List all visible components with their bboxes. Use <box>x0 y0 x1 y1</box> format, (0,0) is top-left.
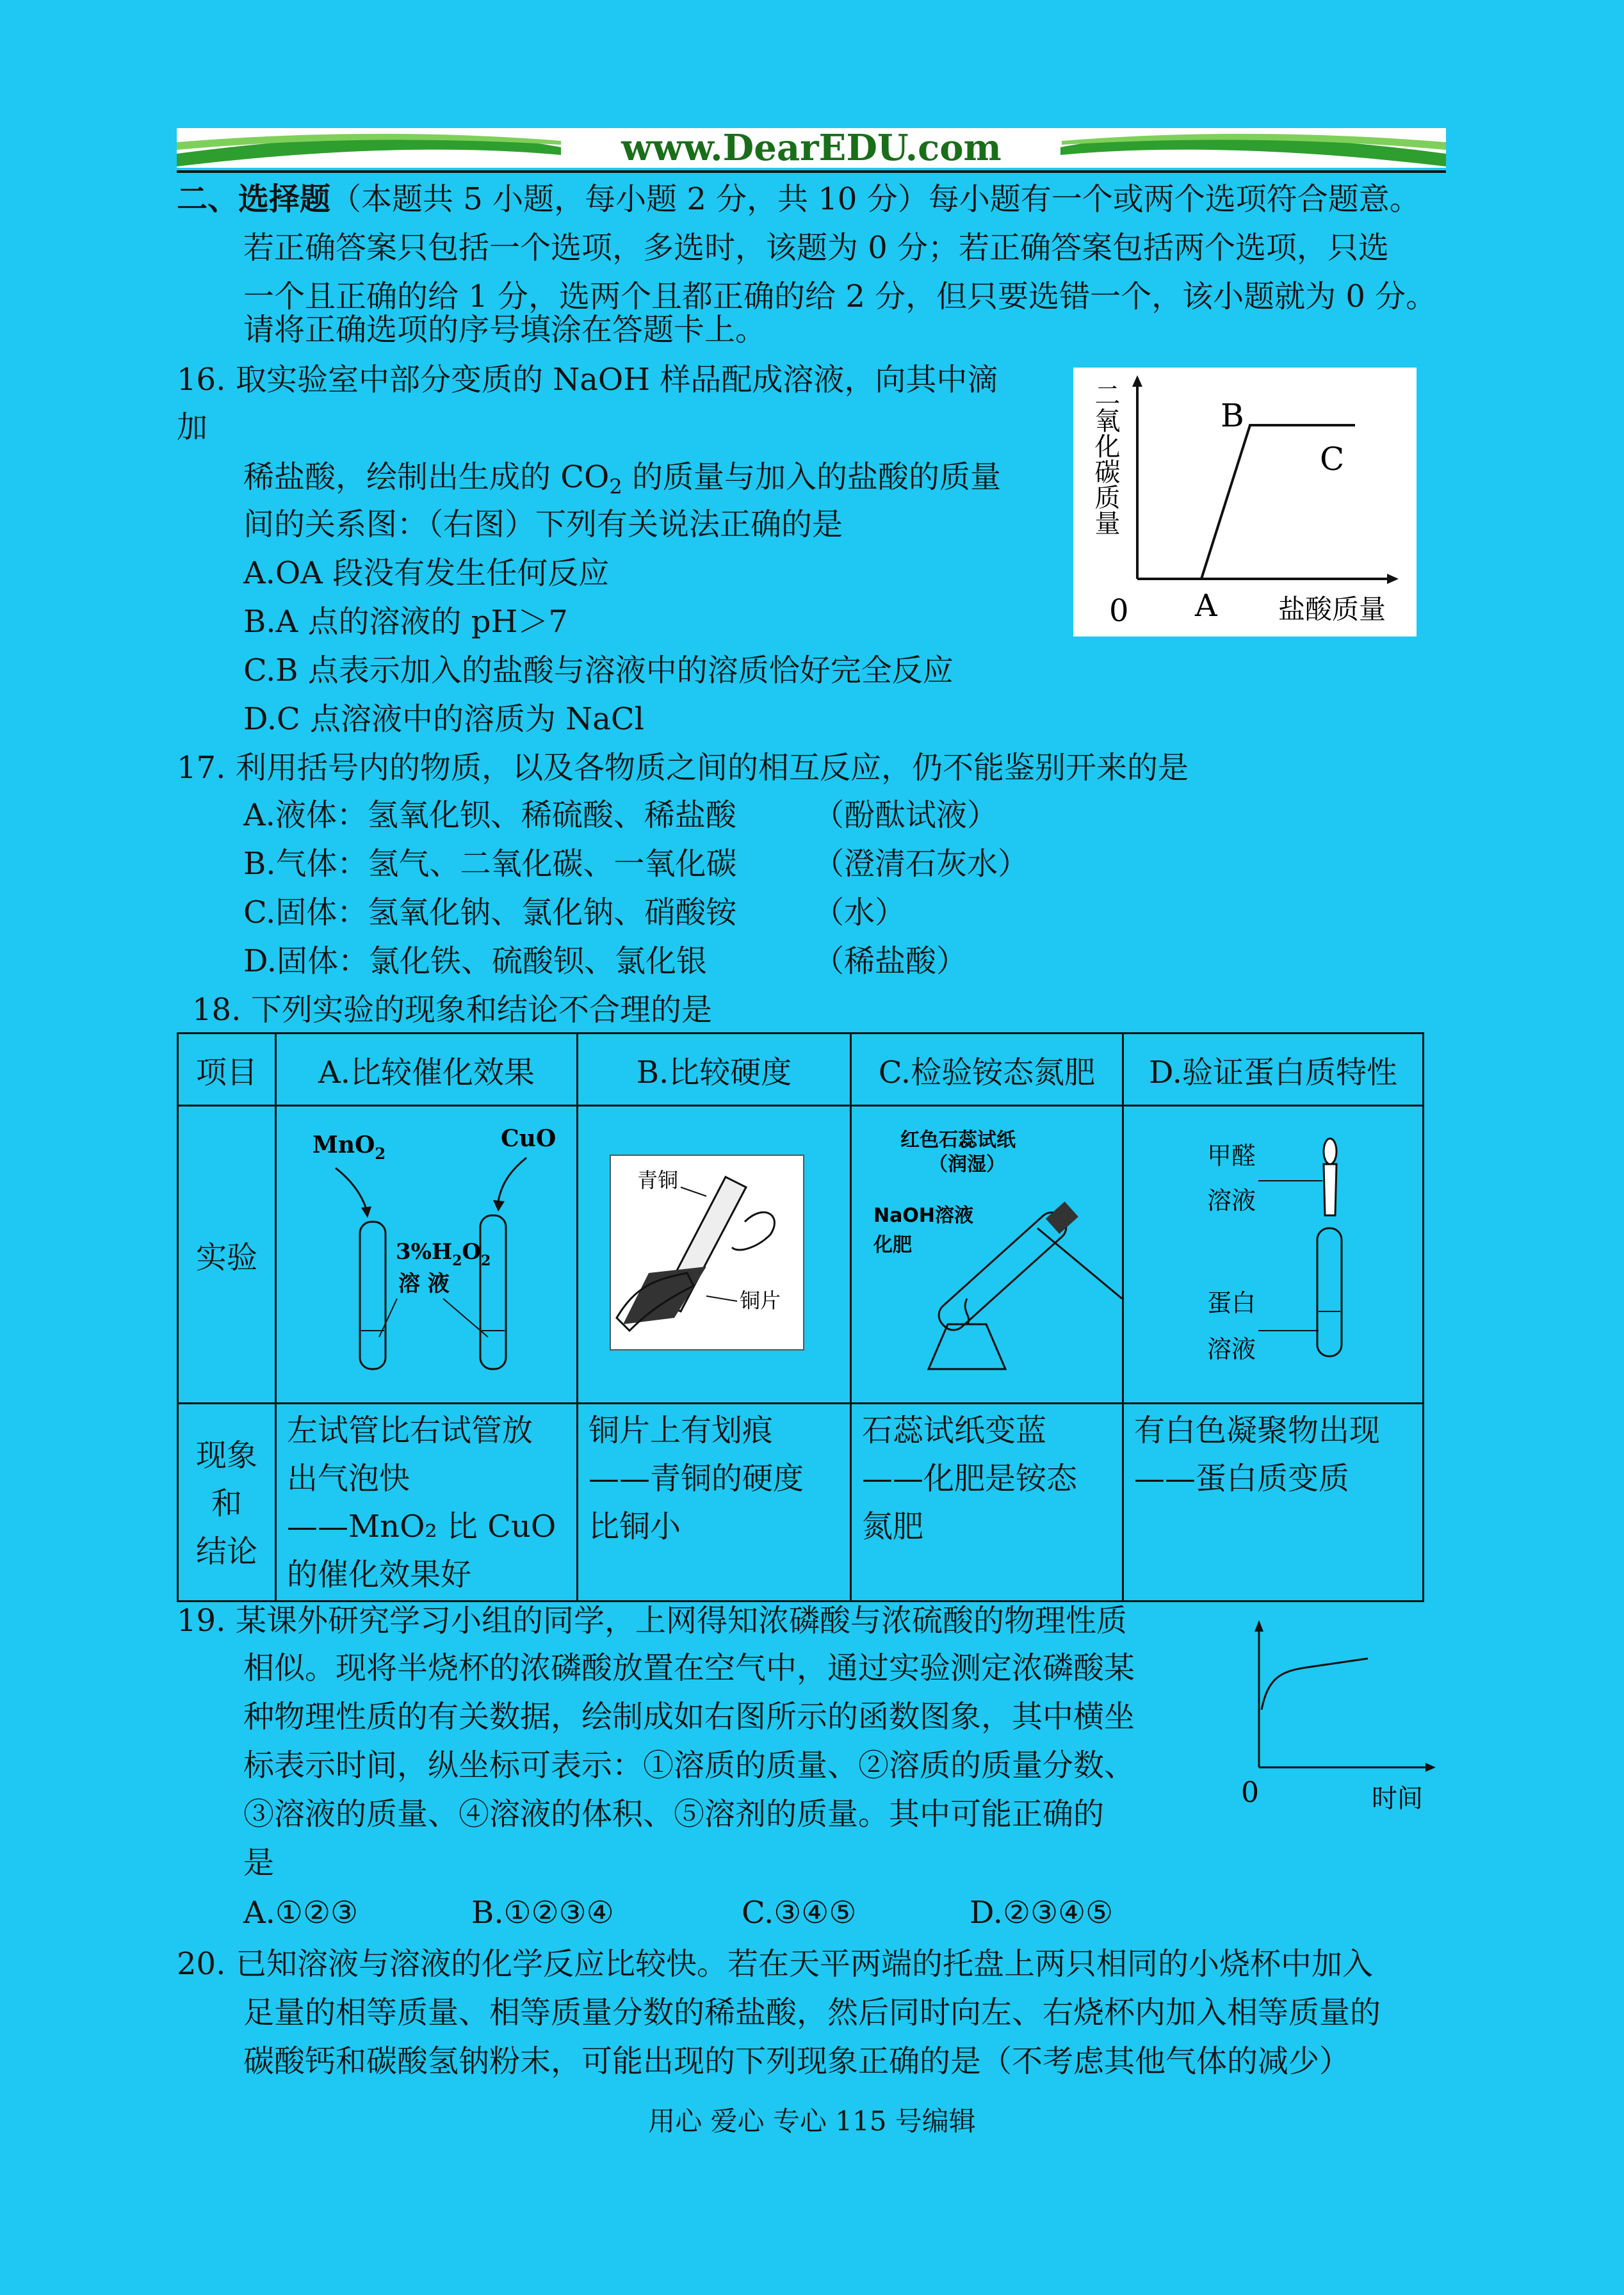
litmus-label: 红色石蕊试纸 <box>900 1129 1016 1151</box>
q20-line2: 足量的相等质量、相等质量分数的稀盐酸，然后同时向左、右烧杯内加入相等质量的 <box>243 1995 1381 2031</box>
q18-figure-row <box>178 1106 1424 1404</box>
q16-point-a: A <box>1195 588 1217 624</box>
q20-line3: 碳酸钙和碳酸氢钠粉末，可能出现的下列现象正确的是（不考虑其他气体的减少） <box>243 2043 1351 2079</box>
hardness-figure <box>578 1107 850 1395</box>
q17-option-b: B.气体：氢气、二氧化碳、一氧化碳 <box>243 846 737 882</box>
q17-option-d-reagent: （稀盐酸） <box>813 943 968 979</box>
h2o2-label: $3\%H_2O_2$ <box>396 1239 491 1269</box>
section-title: 二、选择题 <box>177 181 331 217</box>
q16-origin: 0 <box>1109 593 1129 629</box>
q18-result-a: 左试管比右试管放 出气泡快 ——MnO₂ 比 CuO 的催化效果好 <box>276 1404 578 1602</box>
mno2-label: MnO$_2$ <box>313 1131 386 1163</box>
q16-co2-chart <box>1073 368 1417 637</box>
litmus-paper <box>1046 1201 1078 1234</box>
q16-line1 <box>177 356 998 403</box>
q17-option-a-reagent: （酚酞试液） <box>813 797 998 833</box>
q19-chart <box>1230 1614 1447 1825</box>
q20-number: 20. <box>177 1946 226 1982</box>
res-label-3: 结论 <box>195 1533 257 1569</box>
q18-header-a: A.比较催化效果 <box>276 1034 578 1106</box>
q19-stem-0: 某课外研究学习小组的同学，上网得知浓磷酸与浓硫酸的物理性质 <box>236 1603 1128 1639</box>
q16-line2: 加 <box>177 409 208 445</box>
left-test-tube <box>360 1222 386 1369</box>
q18-header-d: D.验证蛋白质特性 <box>1123 1034 1424 1106</box>
res-label-1: 现象 <box>195 1437 257 1473</box>
q18-row-label-exp: 实验 <box>178 1106 276 1404</box>
naoh-label: NaOH溶液 <box>873 1204 973 1227</box>
q19-option-d: D.②③④⑤ <box>970 1895 1114 1931</box>
q16-co2-sub: 2 <box>609 474 622 499</box>
catalyst-tubes-figure <box>277 1107 576 1395</box>
dropper-icon <box>1324 1164 1336 1215</box>
formaldehyde-label: 甲醛 <box>1207 1142 1256 1170</box>
solution-label: 溶 液 <box>398 1271 450 1297</box>
protein-label: 蛋白 <box>1207 1289 1256 1317</box>
q17-option-c: C.固体：氢氧化钠、氯化钠、硝酸铵 <box>243 895 737 930</box>
banner-rule <box>177 170 1446 173</box>
moist-label: （润湿） <box>929 1153 1005 1176</box>
q16-point-b: B <box>1221 397 1244 434</box>
q17-stem-text: 利用括号内的物质，以及各物质之间的相互反应，仍不能鉴别开来的是 <box>236 750 1189 786</box>
q16-stem-1: 取实验室中部分变质的 NaOH 样品配成溶液，向其中滴 <box>236 362 998 398</box>
section-line-0: （本题共 5 小题，每小题 2 分，共 10 分）每小题有一个或两个选项符合题意。 <box>330 181 1420 217</box>
banner-text: www.DearEDU.com <box>621 128 1002 168</box>
q18-header-item: 项目 <box>178 1034 276 1106</box>
cuo-label: CuO <box>501 1125 556 1152</box>
res-label-2: 和 <box>211 1485 242 1521</box>
q18-row-label-res <box>178 1404 276 1602</box>
q17-number: 17. <box>177 750 226 786</box>
q19-x-label: 时间 <box>1372 1784 1423 1813</box>
q18-header-c: C.检验铵态氮肥 <box>851 1034 1123 1106</box>
q18-result-row <box>178 1404 1424 1602</box>
q18-fig-c-cell <box>851 1106 1123 1404</box>
q19-line3: 种物理性质的有关数据，绘制成如右图所示的函数图象，其中横坐 <box>243 1699 1135 1735</box>
q19-line6: 是 <box>243 1845 275 1881</box>
q17-option-c-reagent: （水） <box>813 895 906 930</box>
dropper-bulb-icon <box>1324 1139 1336 1164</box>
q18-result-d: 有白色凝聚物出现 ——蛋白质变质 <box>1123 1404 1424 1602</box>
q18-fig-a-cell <box>276 1106 578 1404</box>
q20-stem-0: 已知溶液与溶液的化学反应比较快。若在天平两端的托盘上两只相同的小烧杯中加入 <box>236 1946 1374 1982</box>
q18-number: 18. <box>192 992 241 1028</box>
q18-header-row <box>178 1034 1424 1106</box>
protein-sol-label: 溶液 <box>1207 1335 1256 1363</box>
site-banner <box>177 128 1446 168</box>
q17-option-b-reagent: （澄清石灰水） <box>813 846 1029 882</box>
q19-line5: ③溶液的质量、④溶液的体积、⑤溶剂的质量。其中可能正确的 <box>243 1796 1105 1832</box>
q16-stem-3b: 的质量与加入的盐酸的质量 <box>622 459 1001 495</box>
q17-option-d: D.固体：氯化铁、硫酸钡、氯化银 <box>243 943 708 979</box>
q16-option-c: C.B 点表示加入的盐酸与溶液中的溶质恰好完全反应 <box>243 653 954 688</box>
q19-line1 <box>177 1597 1127 1644</box>
alcohol-lamp-icon <box>929 1324 1005 1369</box>
q19-line2: 相似。现将半烧杯的浓磷酸放置在空气中，通过实验测定浓磷酸某 <box>243 1650 1135 1686</box>
q18-fig-d-cell <box>1123 1106 1424 1404</box>
q16-line4: 间的关系图：（右图）下列有关说法正确的是 <box>243 507 843 542</box>
q19-option-b: B.①②③④ <box>471 1895 614 1931</box>
q16-y-arrow-icon <box>1132 375 1142 387</box>
q16-x-label: 盐酸质量 <box>1278 594 1386 625</box>
q16-y-label: 二氧化碳质量 <box>1091 382 1120 535</box>
fertilizer-label: 化肥 <box>873 1234 912 1256</box>
q18-experiment-table <box>177 1032 1424 1602</box>
section-line-1: 若正确答案只包括一个选项，多选时，该题为 0 分；若正确答案包括两个选项，只选 <box>243 230 1390 266</box>
q16-option-a: A.OA 段没有发生任何反应 <box>243 555 610 591</box>
q18-stem-text: 下列实验的现象和结论不合理的是 <box>251 992 713 1028</box>
q19-number: 19. <box>177 1603 226 1639</box>
q17-stem <box>177 744 1189 791</box>
copper-label: 铜片 <box>740 1288 781 1313</box>
q19-curve <box>1262 1658 1368 1710</box>
q16-x-arrow-icon <box>1387 574 1399 584</box>
q19-option-c: C.③④⑤ <box>742 1895 857 1931</box>
q16-option-d: D.C 点溶液中的溶质为 NaCl <box>243 701 644 737</box>
q18-result-b: 铜片上有划痕 ——青铜的硬度 比铜小 <box>578 1404 851 1602</box>
q18-header-b: B.比较硬度 <box>578 1034 851 1106</box>
q19-line4: 标表示时间，纵坐标可表示：①溶质的质量、②溶质的质量分数、 <box>243 1748 1135 1783</box>
section-line-2: 一个且正确的给 1 分，选两个且都正确的给 2 分，但只要选错一个，该小题就为 0 分。 <box>243 279 1437 314</box>
q16-stem-3a: 稀盐酸，绘制出生成的 CO <box>243 459 610 495</box>
q20-line1 <box>177 1940 1373 1988</box>
q18-stem <box>192 986 712 1034</box>
q19-origin: 0 <box>1241 1776 1259 1809</box>
q17-option-a: A.液体：氢氧化钡、稀硫酸、稀盐酸 <box>243 797 736 833</box>
page-footer: 用心 爱心 专心 115 号编辑 <box>648 2105 976 2137</box>
q19-y-arrow-icon <box>1255 1620 1263 1632</box>
protein-test-figure <box>1124 1107 1422 1395</box>
section-intro <box>177 175 1420 223</box>
q18-fig-b-cell <box>578 1106 851 1404</box>
formaldehyde-sol-label: 溶液 <box>1207 1187 1256 1215</box>
section-line-3: 请将正确选项的序号填涂在答题卡上。 <box>243 312 767 348</box>
q16-point-c: C <box>1320 441 1345 478</box>
protein-test-tube <box>1317 1228 1342 1356</box>
q19-x-arrow-icon <box>1425 1763 1436 1772</box>
q16-option-b: B.A 点的溶液的 pH＞7 <box>243 604 568 640</box>
bronze-label: 青铜 <box>637 1168 679 1192</box>
ammonium-test-figure <box>852 1107 1122 1395</box>
right-test-tube <box>480 1215 506 1369</box>
q18-result-c: 石蕊试纸变蓝 ——化肥是铵态 氮肥 <box>851 1404 1123 1602</box>
q16-number: 16. <box>177 362 226 398</box>
q19-option-a: A.①②③ <box>243 1895 359 1931</box>
